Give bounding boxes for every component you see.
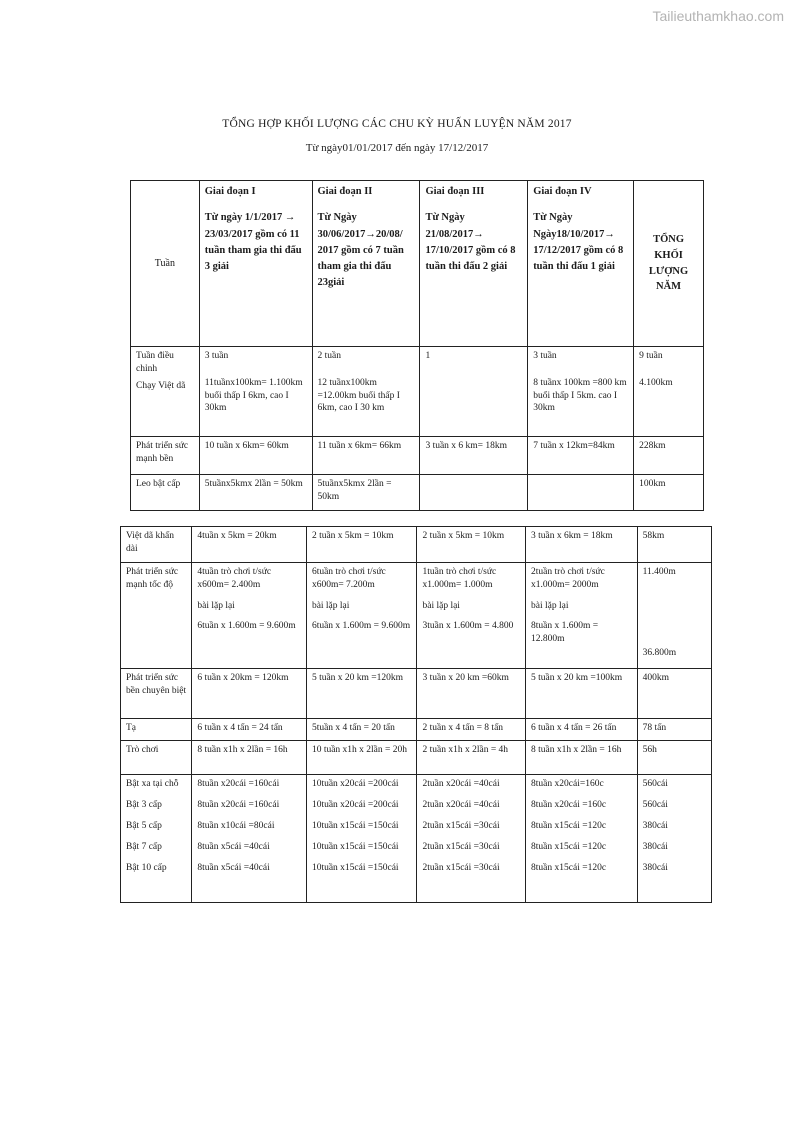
table-row bbox=[131, 437, 704, 475]
phase-3-name: Giai đoạn III bbox=[425, 186, 485, 197]
cell-p2: 5tuần x 4 tấn = 20 tấn bbox=[306, 719, 417, 741]
cell-text: 8 tuầnx 100km =800 km buổi thấp I 5km. cao I 30km bbox=[533, 377, 627, 414]
cell-p2: 2 tuần x 5km = 10km bbox=[306, 527, 417, 563]
cell-text: 2tuần x20cái =40cái bbox=[422, 779, 500, 789]
phase-2-name: Giai đoạn II bbox=[317, 186, 373, 197]
cell-text: 8tuần x20cái =160cái bbox=[197, 800, 280, 810]
label-bat-7-cap: Bật 7 cấp bbox=[126, 842, 162, 852]
cell-p3: 2 tuần x 4 tấn = 8 tấn bbox=[417, 719, 526, 741]
header-total: TỔNG KHỐI LƯỢNG NĂM bbox=[634, 181, 704, 347]
cell-text: 8tuần x20cái =160c bbox=[531, 800, 607, 810]
cell-p3: 2 tuần x1h x 2lần = 4h bbox=[417, 741, 526, 775]
cell-total: 78 tấn bbox=[637, 719, 711, 741]
cell-text: 560cái bbox=[642, 800, 668, 810]
label-tuan-dieu-chinh: Tuần điều chỉnh bbox=[136, 351, 174, 374]
cell-text: 380cái bbox=[642, 821, 668, 831]
row-label: Leo bật cấp bbox=[131, 475, 200, 511]
header-phase-3 bbox=[420, 181, 528, 347]
cell-p1 bbox=[192, 563, 307, 669]
cell-p4: 6 tuần x 4 tấn = 26 tấn bbox=[526, 719, 638, 741]
cell-total: 400km bbox=[637, 669, 711, 719]
cell-text: 380cái bbox=[642, 863, 668, 873]
cell-text: 2tuần x15cái =30cái bbox=[422, 842, 500, 852]
cell-p3: 3 tuần x 20 km =60km bbox=[417, 669, 526, 719]
cell-p2: 10 tuần x1h x 2lần = 20h bbox=[306, 741, 417, 775]
cell-text: 8tuần x20cái =160cái bbox=[197, 779, 280, 789]
cell-p1: 10 tuần x 6km= 60km bbox=[199, 437, 312, 475]
cell-text: 560cái bbox=[642, 779, 668, 789]
row-label bbox=[131, 347, 200, 437]
cell-text: 2tuần x20cái =40cái bbox=[422, 800, 500, 810]
phase-4-range: Từ Ngày Ngày18/10/2017→ 17/12/2017 gồm có 8 tuần thi đấu 1 giải bbox=[533, 212, 624, 273]
document-title: TỔNG HỢP KHỐI LƯỢNG CÁC CHU KỲ HUẤN LUYỆN NĂM 2017 bbox=[222, 118, 572, 130]
cell-text: bài lặp lại bbox=[311, 600, 350, 611]
cell-text: 11tuầnx100km= 1.100km buổi thấp I 6km, cao I 30km bbox=[204, 377, 303, 414]
cell-text: 8tuần x20cái=160c bbox=[531, 779, 604, 789]
cell-text: 9 tuần bbox=[639, 351, 663, 361]
header-phase-4 bbox=[528, 181, 634, 347]
cell-text: 8tuần x5cái =40cái bbox=[197, 863, 270, 873]
table-row bbox=[121, 775, 712, 903]
cell-text: 6tuần x 1.600m = 9.600m bbox=[197, 621, 296, 632]
cell-text: 1tuần trò chơi t/sức x1.000m= 1.000m bbox=[422, 567, 497, 590]
table-row bbox=[121, 719, 712, 741]
table-row bbox=[121, 563, 712, 669]
cell-text: bài lặp lại bbox=[422, 600, 460, 611]
cell-total: 56h bbox=[637, 741, 711, 775]
cell-p3 bbox=[417, 563, 526, 669]
cell-text: 11.400m bbox=[642, 567, 676, 577]
document-subtitle: Từ ngày01/01/2017 đến ngày 17/12/2017 bbox=[305, 142, 489, 154]
cell-text: 10tuần x20cái =200cái bbox=[311, 800, 399, 810]
cell-total bbox=[637, 563, 711, 669]
label-chay-viet-da: Chạy Việt dã bbox=[136, 380, 186, 391]
cell-p1: 4tuần x 5km = 20km bbox=[192, 527, 307, 563]
row-label: Phát triển sức bền chuyên biệt bbox=[121, 669, 192, 719]
phase-3-range: Từ Ngày 21/08/2017→ 17/10/2017 gồm có 8 tuần thi đấu 2 giải bbox=[425, 212, 516, 273]
cell-text: bài lặp lại bbox=[197, 600, 235, 611]
label-bat-10-cap: Bật 10 cấp bbox=[126, 863, 167, 873]
cell-text: 2tuần x15cái =30cái bbox=[422, 863, 500, 873]
cell-text: 2 tuần bbox=[317, 351, 341, 361]
row-label bbox=[121, 775, 192, 903]
cell-text: bài lặp lại bbox=[531, 600, 569, 611]
cell-p3: 2 tuần x 5km = 10km bbox=[417, 527, 526, 563]
cell-p1: 6 tuần x 20km = 120km bbox=[192, 669, 307, 719]
cell-text: 6tuần trò chơi t/sức x600m= 7.200m bbox=[311, 567, 386, 590]
table-row bbox=[121, 741, 712, 775]
cell-p4 bbox=[528, 475, 634, 511]
cell-p4: 5 tuần x 20 km =100km bbox=[526, 669, 638, 719]
cell-p3 bbox=[417, 775, 526, 903]
cell-text: 8tuần x15cái =120c bbox=[531, 863, 607, 873]
cell-p2: 11 tuần x 6km= 66km bbox=[312, 437, 420, 475]
phase-1-name: Giai đoạn I bbox=[204, 186, 256, 197]
phase-4-name: Giai đoạn IV bbox=[533, 186, 592, 197]
cell-p2 bbox=[312, 347, 420, 437]
row-label: Phát triển sức mạnh bền bbox=[131, 437, 200, 475]
cell-text: 6tuần x 1.600m = 9.600m bbox=[311, 621, 411, 632]
cell-p3 bbox=[420, 475, 528, 511]
cell-text: 2tuần trò chơi t/sức x1.000m= 2000m bbox=[531, 567, 605, 590]
cell-p2 bbox=[306, 563, 417, 669]
cell-text: 10tuần x20cái =200cái bbox=[311, 779, 399, 789]
row-label: Việt dã khấn dài bbox=[121, 527, 192, 563]
cell-total bbox=[634, 347, 704, 437]
cell-text: 36.800m bbox=[642, 648, 677, 659]
cell-text: 8tuần x10cái =80cái bbox=[197, 821, 275, 831]
label-bat-3-cap: Bật 3 cấp bbox=[126, 800, 162, 810]
cell-p4 bbox=[526, 563, 638, 669]
cell-p1 bbox=[199, 347, 312, 437]
cell-p2: 5 tuần x 20 km =120km bbox=[306, 669, 417, 719]
header-tuan: Tuần bbox=[131, 181, 200, 347]
cell-p1: 8 tuần x1h x 2lần = 16h bbox=[192, 741, 307, 775]
header-phase-2 bbox=[312, 181, 420, 347]
table-row bbox=[121, 669, 712, 719]
training-volume-table-part2 bbox=[120, 526, 712, 903]
cell-text: 12 tuầnx100km =12.00km buổi thấp I 6km, cao I 30 km bbox=[317, 377, 400, 414]
phase-2-range: Từ Ngày 30/06/2017→20/08/ 2017 gồm có 7 tuần tham gia thi đấu 23giải bbox=[317, 212, 404, 289]
cell-total: 228km bbox=[634, 437, 704, 475]
phase-1-range: Từ ngày 1/1/2017 → 23/03/2017 gồm có 11 tuần tham gia thi đấu 3 giải bbox=[204, 212, 302, 273]
cell-p1: 6 tuần x 4 tấn = 24 tấn bbox=[192, 719, 307, 741]
cell-p4: 7 tuần x 12km=84km bbox=[528, 437, 634, 475]
cell-p4 bbox=[528, 347, 634, 437]
table-row bbox=[131, 475, 704, 511]
cell-p1 bbox=[192, 775, 307, 903]
cell-text: 8tuần x5cái =40cái bbox=[197, 842, 270, 852]
table-row bbox=[121, 527, 712, 563]
cell-text: 3 tuần bbox=[204, 351, 229, 361]
cell-p4: 3 tuần x 6km = 18km bbox=[526, 527, 638, 563]
cell-p2: 5tuầnx5kmx 2lần = 50km bbox=[312, 475, 420, 511]
cell-text: 3 tuần bbox=[533, 351, 557, 361]
cell-text: 1 bbox=[425, 351, 431, 361]
cell-p1: 5tuầnx5kmx 2lần = 50km bbox=[199, 475, 312, 511]
label-bat-5-cap: Bật 5 cấp bbox=[126, 821, 162, 831]
table-row bbox=[131, 347, 704, 437]
cell-p4 bbox=[526, 775, 638, 903]
header-phase-1 bbox=[199, 181, 312, 347]
watermark: Tailieuthamkhao.com bbox=[652, 8, 784, 24]
row-label: Trò chơi bbox=[121, 741, 192, 775]
cell-p3 bbox=[420, 347, 528, 437]
cell-text: 4tuần trò chơi t/sức x600m= 2.400m bbox=[197, 567, 272, 590]
row-label: Tạ bbox=[121, 719, 192, 741]
cell-text: 4.100km bbox=[639, 377, 673, 388]
training-volume-table-part1 bbox=[130, 180, 704, 511]
cell-p2 bbox=[306, 775, 417, 903]
cell-total bbox=[637, 775, 711, 903]
cell-total: 58km bbox=[637, 527, 711, 563]
cell-text: 10tuần x15cái =150cái bbox=[311, 842, 399, 852]
cell-text: 10tuần x15cái =150cái bbox=[311, 821, 399, 831]
cell-text: 2tuần x15cái =30cái bbox=[422, 821, 500, 831]
cell-text: 10tuần x15cái =150cái bbox=[311, 863, 399, 873]
cell-total: 100km bbox=[634, 475, 704, 511]
cell-text: 8tuần x15cái =120c bbox=[531, 821, 607, 831]
row-label: Phát triển sức mạnh tốc độ bbox=[121, 563, 192, 669]
cell-text: 3tuần x 1.600m = 4.800 bbox=[422, 621, 514, 632]
cell-text: 380cái bbox=[642, 842, 668, 852]
cell-text: 8tuần x 1.600m = 12.800m bbox=[531, 621, 599, 645]
table-header-row bbox=[131, 181, 704, 347]
label-bat-xa: Bật xa tại chỗ bbox=[126, 779, 179, 789]
cell-text: 8tuần x15cái =120c bbox=[531, 842, 607, 852]
cell-p3: 3 tuần x 6 km= 18km bbox=[420, 437, 528, 475]
cell-p4: 8 tuần x1h x 2lần = 16h bbox=[526, 741, 638, 775]
